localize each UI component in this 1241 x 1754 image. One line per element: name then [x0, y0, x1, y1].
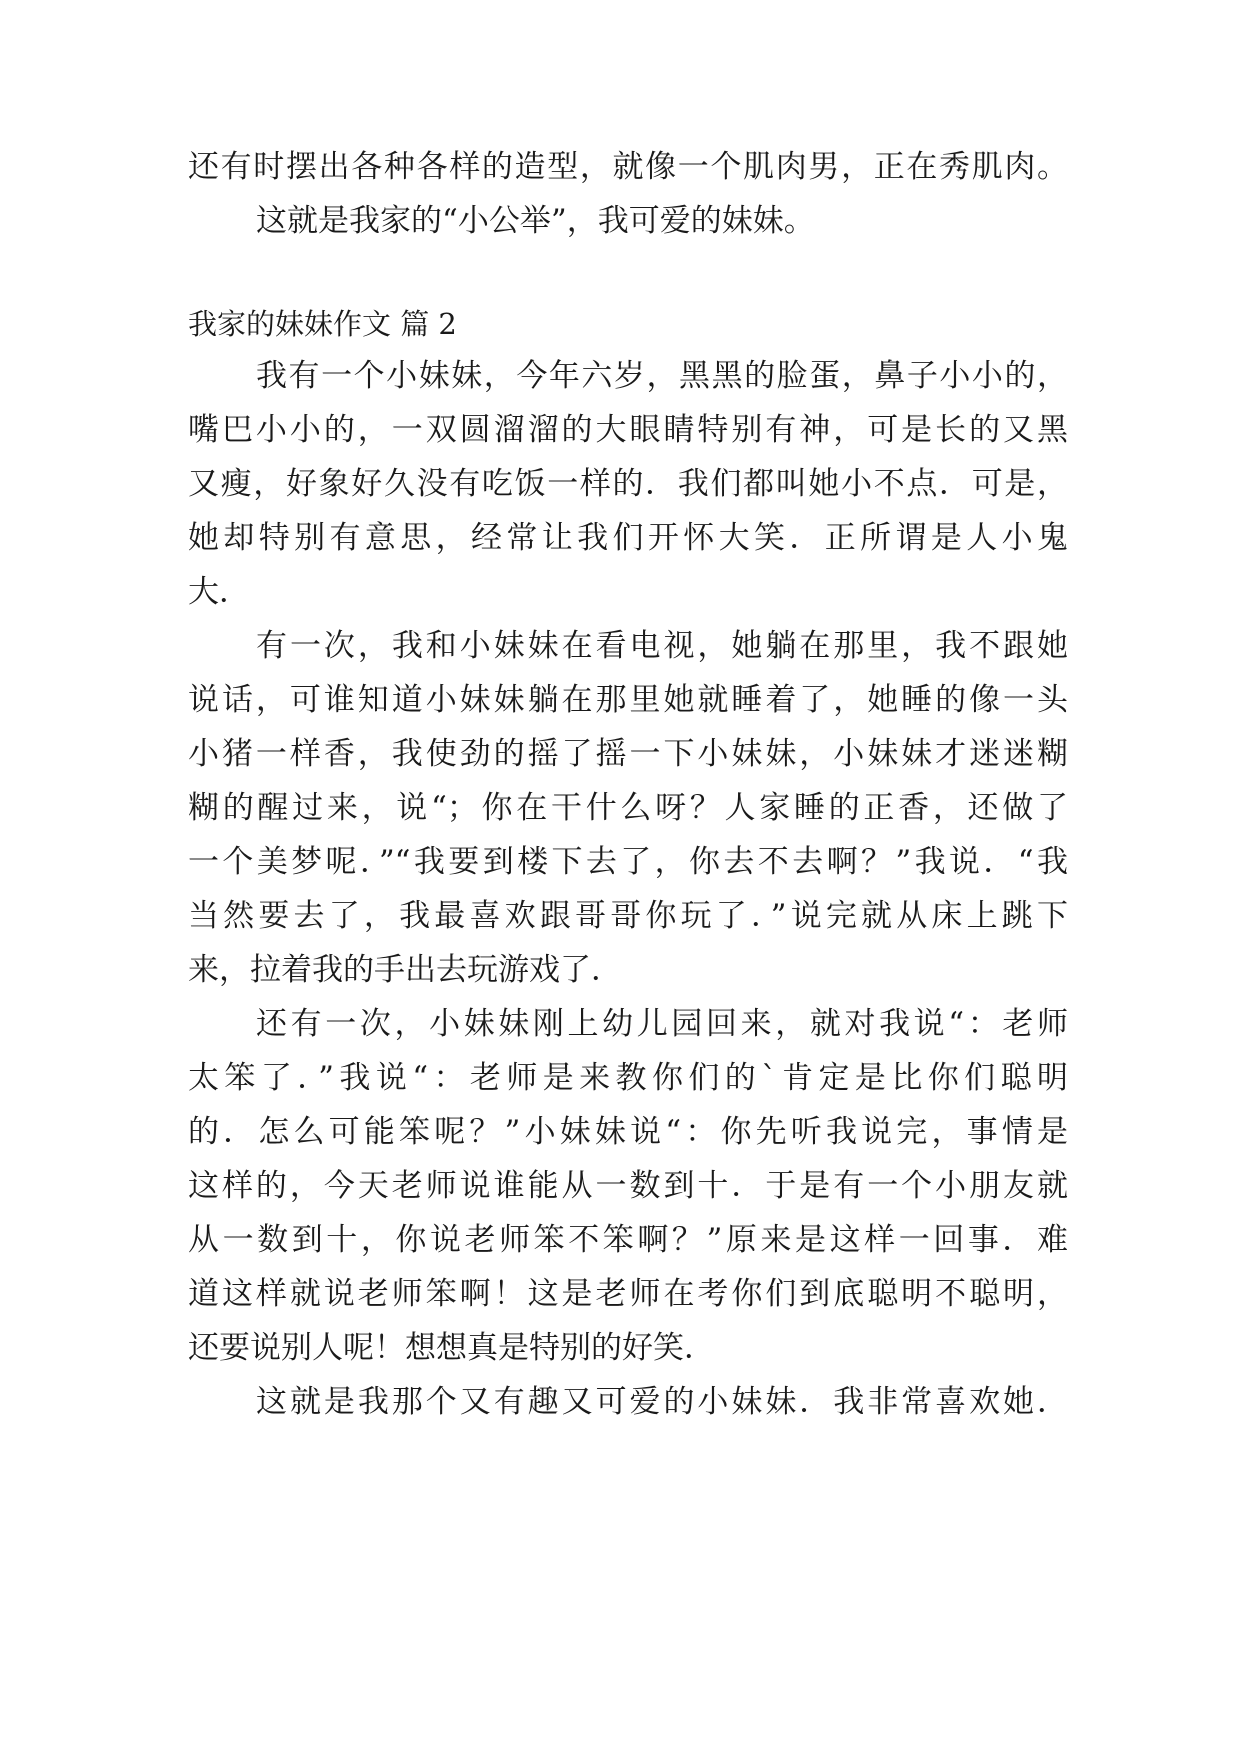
text-line: 太笨了．”我说“：老师是来教你们的`肯定是比你们聪明	[188, 1060, 1068, 1096]
text-line: 还要说别人呢！想想真是特别的好笑．	[188, 1330, 715, 1366]
text-line: 我有一个小妹妹，今年六岁，黑黑的脸蛋，鼻子小小的，	[256, 358, 1068, 394]
text-line: 嘴巴小小的，一双圆溜溜的大眼睛特别有神，可是长的又黑	[188, 412, 1068, 448]
text-line: 从一数到十，你说老师笨不笨啊？”原来是这样一回事．难	[188, 1222, 1068, 1258]
text-line: 当然要去了，我最喜欢跟哥哥你玩了．”说完就从床上跳下	[188, 898, 1068, 934]
text-line: 来，拉着我的手出去玩游戏了．	[188, 952, 622, 988]
text-line: 还有一次，小妹妹刚上幼儿园回来，就对我说“：老师	[256, 1006, 1068, 1042]
text-line: 道这样就说老师笨啊！这是老师在考你们到底聪明不聪明，	[188, 1276, 1068, 1312]
section-heading: 我家的妹妹作文 篇 2	[188, 307, 457, 341]
text-line: 她却特别有意思，经常让我们开怀大笑．正所谓是人小鬼	[188, 520, 1068, 556]
text-line: 的．怎么可能笨呢？”小妹妹说“：你先听我说完，事情是	[188, 1114, 1068, 1150]
text-line: 有一次，我和小妹妹在看电视，她躺在那里，我不跟她	[256, 628, 1068, 664]
text-line: 一个美梦呢．”“我要到楼下去了，你去不去啊？”我说．“我	[188, 844, 1068, 880]
text-line: 这样的，今天老师说谁能从一数到十．于是有一个小朋友就	[188, 1168, 1068, 1204]
text-line: 这就是我那个又有趣又可爱的小妹妹．我非常喜欢她．	[256, 1384, 1068, 1420]
text-line: 大．	[188, 574, 250, 610]
text-line: 说话，可谁知道小妹妹躺在那里她就睡着了，她睡的像一头	[188, 682, 1068, 718]
text-line: 小猪一样香，我使劲的摇了摇一下小妹妹，小妹妹才迷迷糊	[188, 736, 1068, 772]
text-line: 还有时摆出各种各样的造型，就像一个肌肉男，正在秀肌肉。	[188, 149, 1068, 185]
text-line: 这就是我家的“小公举”，我可爱的妹妹。	[256, 203, 815, 239]
text-line: 又瘦，好象好久没有吃饭一样的．我们都叫她小不点．可是，	[188, 466, 1068, 502]
text-line: 糊的醒过来，说“；你在干什么呀？人家睡的正香，还做了	[188, 790, 1068, 826]
